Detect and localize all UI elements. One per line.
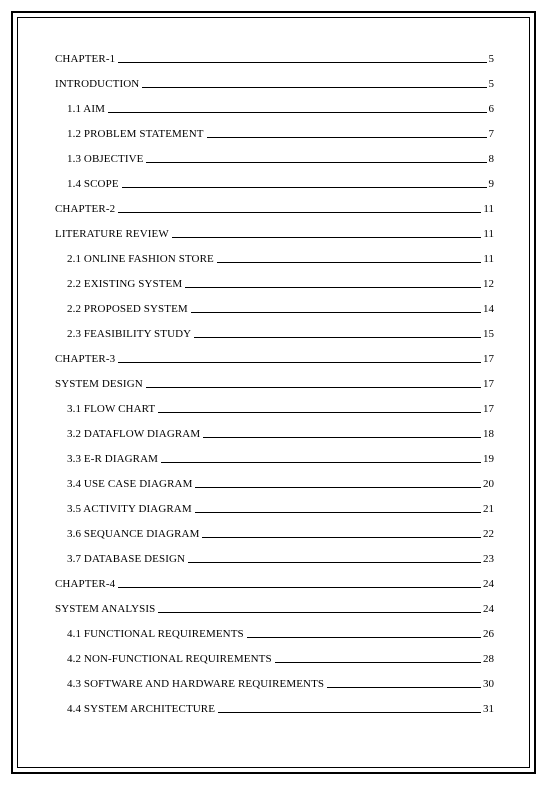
toc-entry-title: SYSTEM ANALYSIS [55, 603, 156, 615]
toc-entry-row [55, 227, 494, 241]
toc-entry[interactable] [55, 152, 494, 177]
toc-entry-leader [118, 212, 481, 213]
toc-entry-leader [207, 137, 487, 138]
toc-entry[interactable] [55, 327, 494, 352]
toc-entry-leader [247, 637, 481, 638]
toc-entry-row [55, 427, 494, 441]
toc-entry-leader [327, 687, 481, 688]
toc-entry-page-number: 30 [483, 678, 494, 690]
toc-entry-page-number: 5 [488, 78, 494, 90]
toc-entry[interactable] [55, 627, 494, 652]
toc-entry[interactable] [55, 527, 494, 552]
toc-entry-title: 3.5 ACTIVITY DIAGRAM [67, 503, 192, 515]
toc-entry-leader [118, 587, 481, 588]
toc-entry-leader [142, 87, 486, 88]
toc-entry-title: CHAPTER-4 [55, 578, 116, 590]
toc-entry-leader [195, 487, 481, 488]
toc-entry-title: 3.4 USE CASE DIAGRAM [67, 478, 193, 490]
toc-entry-row [55, 252, 494, 266]
toc-entry-leader [122, 187, 487, 188]
toc-entry-page-number: 31 [483, 703, 494, 715]
toc-entry-leader [161, 462, 481, 463]
table-of-contents [55, 52, 494, 727]
toc-entry-row [55, 52, 494, 66]
toc-entry-title: 2.1 ONLINE FASHION STORE [67, 253, 214, 265]
toc-entry-page-number: 9 [488, 178, 494, 190]
toc-entry-leader [275, 662, 481, 663]
toc-entry-title: SYSTEM DESIGN [55, 378, 143, 390]
toc-entry-leader [108, 112, 487, 113]
toc-entry-row [55, 377, 494, 391]
toc-entry-page-number: 18 [483, 428, 494, 440]
toc-entry-row [55, 627, 494, 641]
toc-entry-page-number: 17 [483, 378, 494, 390]
toc-entry-leader [202, 537, 481, 538]
toc-entry-title: 3.3 E-R DIAGRAM [67, 453, 159, 465]
toc-entry-page-number: 8 [488, 153, 494, 165]
toc-entry-row [55, 577, 494, 591]
toc-entry-page-number: 22 [483, 528, 494, 540]
toc-entry[interactable] [55, 377, 494, 402]
toc-entry-row [55, 502, 494, 516]
toc-entry-page-number: 11 [483, 203, 494, 215]
toc-entry-title: 1.4 SCOPE [67, 178, 119, 190]
toc-entry-row [55, 152, 494, 166]
toc-entry-page-number: 28 [483, 653, 494, 665]
toc-entry-title: 2.2 EXISTING SYSTEM [67, 278, 183, 290]
toc-entry-title: 4.4 SYSTEM ARCHITECTURE [67, 703, 216, 715]
toc-entry[interactable] [55, 552, 494, 577]
toc-entry[interactable] [55, 702, 494, 727]
toc-entry-leader [194, 337, 481, 338]
toc-entry-row [55, 352, 494, 366]
toc-entry[interactable] [55, 452, 494, 477]
toc-entry-row [55, 202, 494, 216]
toc-entry[interactable] [55, 177, 494, 202]
toc-entry-row [55, 602, 494, 616]
toc-entry-title: 2.3 FEASIBILITY STUDY [67, 328, 192, 340]
toc-entry-row [55, 477, 494, 491]
toc-entry[interactable] [55, 402, 494, 427]
toc-entry-page-number: 6 [488, 103, 494, 115]
toc-entry[interactable] [55, 77, 494, 102]
toc-entry-row [55, 327, 494, 341]
toc-entry-title: 3.2 DATAFLOW DIAGRAM [67, 428, 201, 440]
toc-entry[interactable] [55, 127, 494, 152]
toc-entry-row [55, 702, 494, 716]
toc-entry-title: 4.3 SOFTWARE AND HARDWARE REQUIREMENTS [67, 678, 325, 690]
toc-entry-page-number: 23 [483, 553, 494, 565]
toc-entry-page-number: 17 [483, 353, 494, 365]
toc-entry-page-number: 12 [483, 278, 494, 290]
toc-entry-leader [185, 287, 481, 288]
toc-entry-title: CHAPTER-1 [55, 53, 116, 65]
toc-entry-title: 1.2 PROBLEM STATEMENT [67, 128, 204, 140]
toc-entry[interactable] [55, 102, 494, 127]
toc-entry-leader [118, 62, 486, 63]
toc-entry-leader [158, 412, 481, 413]
toc-entry[interactable] [55, 652, 494, 677]
toc-entry-title: 2.2 PROPOSED SYSTEM [67, 303, 188, 315]
toc-entry-page-number: 11 [483, 253, 494, 265]
toc-entry-leader [195, 512, 481, 513]
toc-entry-page-number: 24 [483, 603, 494, 615]
toc-entry-page-number: 24 [483, 578, 494, 590]
toc-entry-title: 4.2 NON-FUNCTIONAL REQUIREMENTS [67, 653, 272, 665]
toc-entry-page-number: 21 [483, 503, 494, 515]
toc-entry-leader [146, 162, 486, 163]
toc-entry-page-number: 5 [488, 53, 494, 65]
toc-entry-page-number: 17 [483, 403, 494, 415]
toc-entry[interactable] [55, 202, 494, 227]
toc-entry[interactable] [55, 502, 494, 527]
toc-entry[interactable] [55, 427, 494, 452]
toc-entry-page-number: 7 [488, 128, 494, 140]
toc-entry-row [55, 277, 494, 291]
toc-entry[interactable] [55, 677, 494, 702]
toc-entry-row [55, 552, 494, 566]
toc-entry-page-number: 11 [483, 228, 494, 240]
toc-entry[interactable] [55, 577, 494, 602]
toc-entry-leader [158, 612, 481, 613]
toc-entry-row [55, 677, 494, 691]
toc-entry-leader [217, 262, 482, 263]
toc-entry[interactable] [55, 302, 494, 327]
toc-entry[interactable] [55, 477, 494, 502]
toc-entry[interactable] [55, 252, 494, 277]
toc-entry-row [55, 127, 494, 141]
toc-entry-leader [146, 387, 481, 388]
toc-entry-row [55, 402, 494, 416]
toc-entry-leader [188, 562, 481, 563]
toc-entry-page-number: 20 [483, 478, 494, 490]
toc-entry-title: CHAPTER-2 [55, 203, 116, 215]
toc-entry-title: CHAPTER-3 [55, 353, 116, 365]
toc-entry-row [55, 77, 494, 91]
toc-entry-page-number: 14 [483, 303, 494, 315]
toc-entry-leader [172, 237, 482, 238]
toc-entry-row [55, 652, 494, 666]
toc-entry-row [55, 452, 494, 466]
toc-entry-page-number: 19 [483, 453, 494, 465]
toc-entry-title: 3.6 SEQUANCE DIAGRAM [67, 528, 200, 540]
toc-entry-page-number: 26 [483, 628, 494, 640]
toc-entry-row [55, 102, 494, 116]
toc-entry[interactable] [55, 277, 494, 302]
toc-entry[interactable] [55, 352, 494, 377]
toc-entry-leader [203, 437, 481, 438]
toc-entry-leader [191, 312, 481, 313]
toc-entry-leader [218, 712, 481, 713]
toc-entry-title: LITERATURE REVIEW [55, 228, 169, 240]
toc-entry-page-number: 15 [483, 328, 494, 340]
toc-entry-row [55, 302, 494, 316]
toc-entry[interactable] [55, 227, 494, 252]
toc-entry[interactable] [55, 602, 494, 627]
toc-entry[interactable] [55, 52, 494, 77]
toc-entry-row [55, 527, 494, 541]
toc-entry-row [55, 177, 494, 191]
toc-entry-title: 4.1 FUNCTIONAL REQUIREMENTS [67, 628, 244, 640]
toc-entry-title: 1.1 AIM [67, 103, 105, 115]
toc-entry-title: 3.1 FLOW CHART [67, 403, 156, 415]
toc-entry-title: INTRODUCTION [55, 78, 140, 90]
toc-entry-title: 3.7 DATABASE DESIGN [67, 553, 186, 565]
toc-entry-leader [118, 362, 481, 363]
toc-entry-title: 1.3 OBJECTIVE [67, 153, 144, 165]
